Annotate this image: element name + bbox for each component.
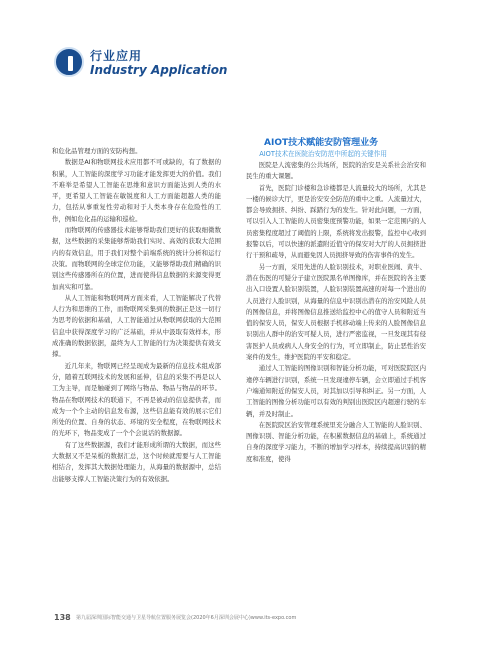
paragraph: 首先，医院门诊楼和急诊楼都是人流量较大的场所，尤其是一楼的候诊大厅，更是治安安全防范的重中之重。人流量过大，都会导致拥挤、纠纷、踩踏行为的发生。针对此问题，一方面，可以引入人工智能的人员密集度预警功能，如果一定范围内的人员密集程度超过了阈值的上限，系统将发出报警，监控中心收到报警以后，可以快速的派遣附近值守的保安对大厅的人员拥挤进行干预和疏导，从而避免因人员拥挤导致的伤害事件的发生。 [246,183,426,260]
section-header [54,47,254,81]
right-column [246,137,426,465]
paragraph: 而物联网的传感器技术能够帮助我们更好的获取细微数据，这些数据的采集能够帮助我们实时、高效的获取大范围内的有效信息，用于我们对整个前端系统的统计分析和运行决策。而物联网的全球定位功能，又能够帮助我们精确的识别这些传感器所在的位置，进而使得信息数据的来源变得更加真实和可靠。 [52,226,221,291]
paragraph: 从人工智能和物联网两方面来看，人工智能解决了代替人行为和思维的工作，而物联网采集到的数据正是这一切行为思考的依据和基础，人工智能通过从物联网获取的大范围信息中获得深度学习的广泛基础，并从中汲取有效样本，形成准确的数据依据，最终为人工智能的行为决策提供有效支撑。 [52,293,221,359]
paragraph: 另一方面，采用先进的人脸识别技术，对职业医闹、黄牛、潜在伤医的可疑分子建立医院黑名单图像库，并在医院的各主要出入口设置人脸识别装置，人脸识别装置高速的对每一个进出的人员进行人脸识别，从海量的信息中识别出潜在的治安风险人员的图像信息，并将图像信息推送给监控中心的值守人员和附近当值的保安人员，保安人员根据手机移动端上传来的人脸图像信息识别出人群中的治安可疑人员，进行严密监视，一旦发现其有侵害医护人员或病人人身安全的行为，可立即制止，防止恶性治安案件的发生，维护医院的平安和稳定。 [246,262,426,362]
paragraph: 数据是AI和物联网技术应用都不可或缺的，有了数据的积累，人工智能的深度学习功能才能发挥更大的价值。我们不难举是希望人工智能在思维和意识方面能达到人类的水平，更希望人工智能在敏锐度和人工方面能超越人类的能力，包括从事重复性劳动和对于人类本身存在危险性的工作，例如危化品的运输和巡检。 [52,158,221,223]
section-title-cn: 行业应用 [90,49,143,63]
paragraph: 通过人工智能的图像识别和智能分析功能，可对医院院区内違停车辆进行识别，系统一旦发现違停车辆，会立即通过手机客户端通知附近的保安人员，对其加以引导和纠正。另一方面，人工智能的图像分析功能可以有效的判别出医院区内超速行驶的车辆，并及时制止。 [246,364,426,418]
paragraph: 和危化品管理方面的安防构想。 [52,147,142,155]
article-section-subtitle: AIOT技术在医院治安防范中所起的关键作用 [259,150,387,158]
article-section-title: AIOT技术赋能安防管理业务 [264,138,379,148]
paragraph: 有了这些数据源，我们才能形成所谓的大数据，而这些大数据又不是呆板的数据汇总，这个时候就需要与人工智能相结合，发挥其大数据处理能力，从海量的数据源中，总结出能够支撑人工智能决策行为的有效依据。 [52,440,221,483]
section-logo-icon [54,47,84,77]
page-footer [54,613,434,625]
left-column [52,146,221,485]
logo-bar [68,56,73,71]
paragraph: 医院是人流密集的公共场所，医院的治安是关系社会治安和民生的重大课题。 [246,161,426,181]
footer-text: 第九届深圳国际智能交通与卫星导航位置服务展览会(2020年6月深圳会展中心)www.its-expo.com [76,615,297,621]
paragraph: 近几年来，物联网已经呈现成为最新的信息技术组成部分，随着互联网技术的发展和延伸，信息的采集不再是以人工为主导，而是触碰到了网络与物品、物品与物品的环节。物品在物联网技术的联通下，不再是被动的信息提供者，而成为一个个主动的信息发布源，这些信息能有效的展示它们所处的位置、自身的状态、环境的安全程度，在物联网技术的光环下，物品变成了一个个会说话的数据源。 [52,361,221,438]
page-number: 138 [54,613,71,622]
paragraph: 在医院院区治安管理系统里充分融合人工智能的人脸识别、图像识别、智能分析功能，在积累数据信息的基础上，系统通过自身的深度学习能力，不断的增加学习样本，持续提高识别的精度和准度，使得 [246,420,426,463]
section-title-en: Industry Application [90,63,228,77]
